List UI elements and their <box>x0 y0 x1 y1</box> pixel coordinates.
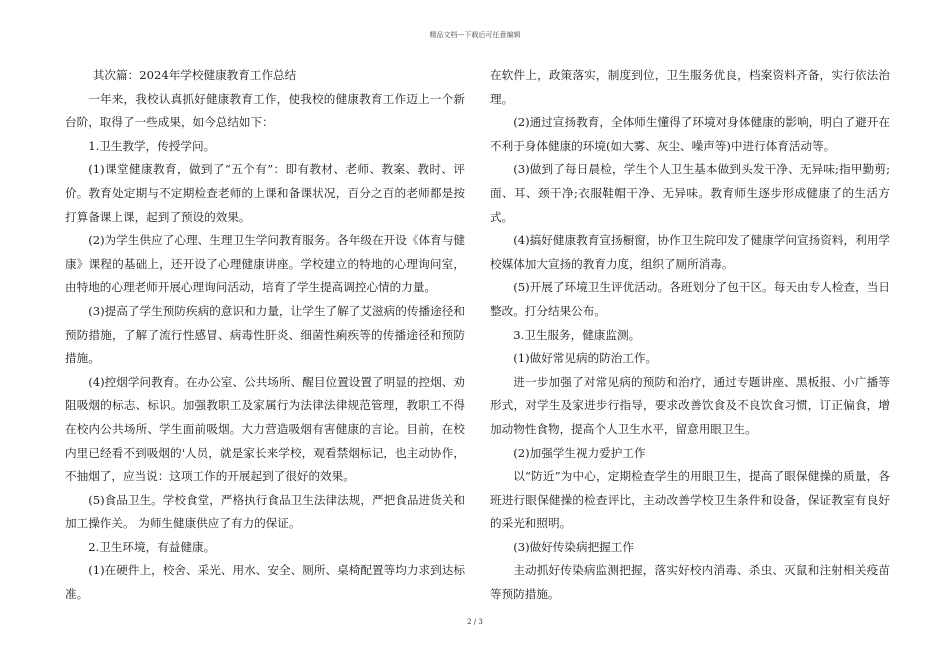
section-heading: 3.卫生服务，健康监测。 <box>513 327 641 342</box>
paragraph: 进一步加强了对常见病的预防和治疗，通过专题讲座、黑板报、小广播等形式，对学生及家进步行指导，要求改善饮食及不良饮食习惯，订正偏食，增加动物性食物，提高个人卫生水平，留意用眼卫生。 <box>490 374 890 436</box>
paragraph: (3)做到了每日晨检，学生个人卫生基本做到头发干净、无异味;指甲勤剪;面、耳、颈干净;衣服鞋帽干净、无异味。教育师生逐步形成健康了的生活方式。 <box>490 162 890 224</box>
paragraph: (3)提高了学生预防疾病的意识和力量，让学生了解了艾滋病的传播途径和预防措施，了解了流行性感冒、病毒性肝炎、细菌性痢疾等的传播途径和预防措施。 <box>65 303 465 366</box>
left-column <box>65 64 465 607</box>
page-number: 2 / 3 <box>467 618 483 626</box>
sub-heading: (2)加强学生视力爱护工作 <box>513 445 646 460</box>
sub-heading: (1)做好常见病的防治工作。 <box>513 351 658 366</box>
paragraph: 以“防近”为中心，定期检查学生的用眼卫生，提高了眼保健操的质量，各班进行眼保健操的检查评比，主动改善学校卫生条件和设备，保证教室有良好的采光和照明。 <box>490 469 890 531</box>
article-title: 其次篇：2024年学校健康教育工作总结 <box>92 68 297 82</box>
paragraph: (2)为学生供应了心理、生理卫生学问教育服务。各年级在开设《体育与健康》课程的基础上，还开设了心理健康讲座。学校建立的特地的心理询问室，由特地的心理老师开展心理询问活动，培育了学生提高调控心情的力量。 <box>65 233 465 295</box>
page-header: 精品文档---下载后可任意编辑 <box>429 31 521 39</box>
paragraph: (4)搞好健康教育宣扬橱窗，协作卫生院印发了健康学问宣扬资料，利用学校媒体加大宣扬的教育力度，组织了厕所消毒。 <box>490 233 890 271</box>
paragraph: (4)控烟学问教育。在办公室、公共场所、醒目位置设置了明显的控烟、劝阻吸烟的标志、标识。加强教职工及家属行为法律法律规范管理，教职工不得在校内公共场所、学生面前吸烟。大力营造吸烟有害健康的言论。目前，在校内里已经看不到吸烟的'人员，就是家长来学校，观看禁烟标记，也主动协作，不抽烟了，应当说：这项工作的开展起到了很好的效果。 <box>65 374 465 484</box>
paragraph-continuation: 在软件上，政策落实，制度到位，卫生服务优良，档案资料齐备，实行依法治理。 <box>490 68 890 106</box>
section-heading: 1.卫生教学，传授学问。 <box>88 138 216 153</box>
section-heading: 2.卫生环境，有益健康。 <box>88 539 216 554</box>
paragraph: (5)开展了环境卫生评优活动。各班划分了包干区。每天由专人检查，当日整改。打分结果公布。 <box>490 280 890 318</box>
paragraph: 一年来，我校认真抓好健康教育工作，使我校的健康教育工作迈上一个新台阶，取得了一些成果，如今总结如下： <box>65 91 465 130</box>
paragraph: (2)通过宣扬教育，全体师生懂得了环境对身体健康的影响，明白了避开在不利于身体健康的环境(如大雾、灰尘、噪声等)中进行体育活动等。 <box>490 115 890 153</box>
paragraph: (5)食品卫生。学校食堂，严格执行食品卫生法律法规，严把食品进货关和加工操作关。 为师生健康供应了有力的保证。 <box>65 492 465 531</box>
right-column <box>490 64 890 607</box>
paragraph: (1)课堂健康教育，做到了“五个有”：即有教材、老师、教案、教时、评价。教育处定期与不定期检查老师的上课和备课状况，百分之百的老师都是按打算备课上课，起到了预设的效果。 <box>65 162 465 224</box>
paragraph: (1)在硬件上，校舍、采光、用水、安全、厕所、桌椅配置等均力求到达标准。 <box>65 563 465 602</box>
sub-heading: (3)做好传染病把握工作 <box>513 539 634 554</box>
paragraph: 主动抓好传染病监测把握，落实好校内消毒、杀虫、灭鼠和注射相关疫苗等预防措施。 <box>490 563 890 602</box>
